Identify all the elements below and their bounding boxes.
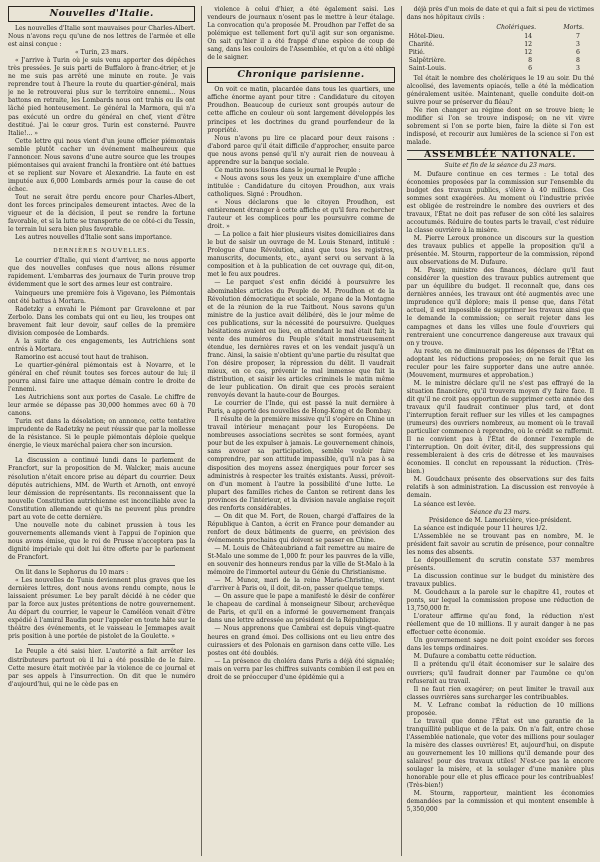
deaths-count: 3 bbox=[576, 65, 580, 73]
hospital-name: Charité. bbox=[408, 41, 435, 49]
paragraph: Le dépouillement du scrutin constate 537 membres présents. bbox=[406, 556, 594, 572]
hospital-name: Salpêtrière. bbox=[408, 57, 446, 65]
paragraph: Le courrier d'Italie, qui vient d'arriver, ne nous apporte que des nouvelles confuses que nous allons résumer rapidement. L'embarras des journaux de Turin prouve trop évidemment que le sort des armes leur est contraire. bbox=[8, 257, 196, 289]
paragraph: Il ne faut rien exagérer; on peut limiter le travail aux classes ouvrières sans surcharger les contribuables. bbox=[406, 685, 594, 701]
table-row bbox=[407, 57, 594, 65]
paragraph: Tout ne serait être perdu encore pour Charles-Albert, dont les forces principales demeurent intactes. Avec de la vigueur et de la décision, il peut se rendre la fortune favorable, et si la lutte se transporte de ce côté-ci du Tessin, le terrain lui sera bien plus favorable. bbox=[8, 193, 196, 234]
paragraph: — On assure que le pape a manifesté le désir de conférer le chapeau de cardinal à monseigneur Sibour, archevêque de Paris, et qu'il en a informé le gouvernement français dans une lettre adressée au président de la République. bbox=[207, 593, 395, 625]
cases-count: 14 bbox=[524, 33, 533, 41]
divider bbox=[28, 453, 175, 454]
paragraph: La séance est indiquée pour 11 heures 1/2. bbox=[413, 524, 548, 532]
paragraph: — La police a fait hier plusieurs visites domiciliaires dans le but de saisir un ouvrage de M. Louis Stenard, intitulé : Prologue d'une Révolution, ainsi que tous les registres, manuscrits, documents, etc., ayant servi ou servant à la composition et à la publication de cet ouvrage qui, dit-on, met le feu aux poudres. bbox=[207, 231, 395, 279]
hospital-name: Saint-Louis. bbox=[408, 65, 447, 73]
session-date: Séance du 23 mars. bbox=[469, 508, 531, 516]
paragraph: Il résulte de la première missive qu'il s'opère en Chine un travail intérieur menaçant pour les Européens. De nombreuses associations secrètes se sont formées, ayant pour but de les expulser à jamais. Le gouvernement chinois, sans avouer sa participation, semble vouloir faire comprendre, par son attitude impassible, qu'il n'a pas à sa disposition des moyens assez énergiques pour forcer ses administrés à respecter les traités existants. Aussi, prévoit-on d'un moment à l'autre la possibilité d'une lutte. Le plupart des familles riches de Canton se retirent dans les provinces de l'intérieur, et la division navale anglaise reçoit des renforts considérables. bbox=[207, 416, 395, 512]
paragraph: « Nous déclarons que le citoyen Proudhon, est entièrement étranger à cette affiche et qu'il fera rechercher l'auteur et les complices pour les poursuivre comme de droit. » bbox=[207, 198, 395, 231]
paragraph: Radetzky a envahi le Piémont par Gravelonne et par Zerbolo. Dans les combats qui ont eu lieu, les troupes ont bravement fait leur devoir, sauf celles de la première division composée de Lombards. bbox=[8, 305, 196, 337]
column-header: Morts. bbox=[563, 24, 584, 32]
table-row bbox=[407, 49, 594, 57]
hospital-name: Hôtel-Dieu. bbox=[408, 33, 445, 41]
table-header-row bbox=[407, 23, 594, 33]
paragraph: Vainqueurs une première fois à Vigevano, les Piémontais ont été battus à Mortara. bbox=[8, 289, 196, 305]
paragraph: Le Peuple a été saisi hier. L'autorité a fait arrêter les distributeurs partout où il lui a été possible de le faire. Cette mesure était motivée par la violence de ce journal et par ses appels à l'insurrection. On dit que le numéro d'aujourd'hui, qui ne le cède pas en bbox=[8, 648, 196, 688]
hospital-name: Pitié. bbox=[408, 49, 425, 57]
paragraph: Une nouvelle note du cabinet prussien à tous les gouvernements allemands vient à l'appui de l'opinion que nous avons émise, que le roi de Prusse n'acceptera pas la dignité impériale qui doit lui être offerte par le parlement de Francfort. bbox=[8, 521, 196, 561]
table-row bbox=[407, 33, 594, 41]
table-row bbox=[407, 41, 594, 49]
column-3 bbox=[401, 6, 594, 856]
subhead-latest-news: DERNIÈRES NOUVELLES. bbox=[53, 248, 151, 255]
divider bbox=[28, 565, 175, 566]
column-2 bbox=[201, 6, 394, 856]
paragraph: A la suite de ces engagements, les Autrichiens sont entrés à Mortara. bbox=[8, 337, 196, 353]
paragraph: M. V. Lefranc combat la réduction de 10 millions proposée. bbox=[406, 701, 594, 717]
deaths-count: 8 bbox=[576, 57, 580, 65]
paragraph: Le travail que donne l'État est une garantie de la tranquillité publique et de la paix. On n'a fait, entre chose l'Assemblée nationale, que voter des millions pour soulager la misère des classes ouvrières! Et, aujourd'hui, on dispute au gouvernement les 10 millions qu'il demande pour des salaires! pour des travaux utiles! N'est-ce pas la encore soulager la misère, et la soulager d'une manière plus honorable pour elle et plus efficace pour les contribuables! (Très-bien!) bbox=[406, 717, 594, 790]
dateline: « Turin, 23 mars. bbox=[74, 49, 129, 57]
cases-count: 8 bbox=[528, 57, 533, 65]
paragraph: Tel était le nombre des cholériques le 19 au soir. Du thé alcoolisé, des lavements opiacés, telle a été la médication généralement usitée. Maintenant, quelle conduite doit-on suivre pour se préserver du fléau? bbox=[406, 75, 594, 107]
paragraph: — M. Munoz, mari de la reine Marie-Christine, vient d'arriver à Paris où, il doit, dit-on, passer quelque temps. bbox=[207, 577, 395, 593]
paragraph: Ne rien changer au régime dont on se trouve bien; le modifier si l'on se trouve indisposé; on ne vit vivre sobrement si l'on se porte bien, faire la diète si l'on est indisposé, et recourir aux lumières de la science si l'on est malade. bbox=[406, 107, 594, 147]
column-header: Cholériques. bbox=[496, 24, 537, 32]
paragraph: « Les nouvelles de Tunis deviennent plus graves que les dernières lettres, dont nous avons rendu compte, nous le laissaient présumer. Le bey paraît décidé à ne céder que par la force aux justes prétentions de notre gouvernement. Au départ du courrier, le vapeur le Caméléon venait d'être expédié à l'amiral Baudin pour l'appeler en toute hâte sur le théâtre des événements, et le vaisseau le Jemmapes avait pris position à une portée de pistolet de la Goulette. » bbox=[8, 577, 196, 641]
paragraph: M. Dufaure continue en ces termes : Le total des économies proposées par la commission sur l'ensemble du budget des travaux publics, s'élève à 40 millions. Ces sommes sont exagérées. Au moment où l'industrie privée est obligée de restreindre le nombre des ouvriers et des travaux, l'État ne doit pas refuser de son côté les salaires accoutumés. Réduire de toutes parts le travail, c'est réduire la classe ouvrière à la misère. bbox=[406, 170, 594, 234]
paragraph: M. Dufaure a combattu cette réduction. bbox=[413, 653, 537, 661]
paragraph: Le courrier de l'Inde, qui est passé la nuit dernière à Paris, a apporté des nouvelles de Hong-Kong et de Bombay. bbox=[207, 400, 395, 416]
paragraph: Au reste, on ne diminuerait pas les dépenses de l'État en adoptant les réductions proposées; on ne ferait que les reculer pour les faire supporter dans une autre année. (Mouvement, murmures et approbation.) bbox=[406, 347, 594, 379]
paragraph: On lit dans le Sephorus du 10 mars : bbox=[15, 569, 129, 577]
deaths-count: 6 bbox=[576, 49, 580, 57]
paragraph: Cette lettre qui nous vient d'un jeune officier piémontais semble plutôt cacher un événement malheureux que l'annoncer. Nous savons d'une autre source que les troupes piémontaises qui avaient franchi la frontière ont été battues et se replient sur Novare et Alexandrie. La faute en est imputée aux 6,000 Lombards armés pour la cause de cet échec. bbox=[8, 137, 196, 193]
paragraph: — Le parquet s'est enfin décidé à poursuivre les abominables articles du Peuple de M. Proudhon et de la Révolution démocratique et sociale, organe de la Montagne et de la réunion de la rue Taitbout. Nous savons qu'un ministre de la justice avait délibéré, dès le jour même de ces publications, sur la nécessité de poursuivre. Quelques hésitations avaient eu lieu, en attendant le mal était fait; la vente des numéros du Peuple s'était monstrueusement étendue, les dernières raves et on les vendait jusqu'à un franc. Ainsi, la saisie n'obtient qu'une partie du résultat que l'on désire proposer, la répression du délit. Il vaudrait mieux, en ce cas, prévenir le mal immense que fait la distribution, et saisir les articles criminels le matin même de leur publication. On dirait que ces procès seraient renvoyés devant la haute-cour de Bourges. bbox=[207, 279, 395, 400]
paragraph: violence à celui d'hier, a été également saisi. Les vendeurs de journaux n'osent pas le mettre à leur étalage. La convocation qu'a proposée M. Proudhon par l'effet de sa polémique est tellement fort qu'il agit sur son organisme. On sait qu'hier il a été frappé d'une espèce de coup de sang, dans les couloirs de l'Assemblée, et qu'on a été obligé de le saigner. bbox=[207, 6, 395, 62]
section-title-chronicle: Chronique parisienne. bbox=[207, 67, 394, 83]
paragraph: M. le ministre déclare qu'il ne s'est pas effrayé de la situation financière, qu'il trouvera moyen d'y faire face. Il dit qu'il ne croit pas opportun de supprimer cette année des travaux qu'il faudrait continuer plus tard, et dont l'interruption ferait refluer sur les villes et les campagnes (rumeurs) des ouvriers nombreux, au moment où le travail particulier commence à reprendre, où le crédit se raffermit. Il ne convient pas à l'État de donner l'exemple de l'interruption. On doit éviter, dit-il, des suppressions qui ressembleraient à des cris de détresse et les mauvaises économies. Il conclut en repoussant la réduction. (Très-bien.) bbox=[406, 379, 594, 476]
paragraph: Un gouvernement sage ne doit point excéder ses forces dans les temps ordinaires. bbox=[406, 637, 594, 653]
paragraph: Ramorino est accusé tout haut de trahison. bbox=[15, 353, 149, 361]
paragraph: La discussion a continué lundi dans le parlement de Francfort, sur la proposition de M. Walcker, mais aucune résolution n'était encore prise au départ du courrier. Deux députés autrichiens, MM. de Wurth et Arnoth, ont envoyé leur démission de représentants. Ils reconnaissent que la nouvelle Constitution autrichienne est inconciliable avec la Constitution allemande et qu'ils ne peuvent plus prendre part au vote de cette dernière. bbox=[8, 457, 196, 521]
cases-count: 6 bbox=[528, 65, 533, 73]
cases-count: 12 bbox=[524, 49, 533, 57]
cases-count: 12 bbox=[524, 41, 533, 49]
section-title-assembly: ASSEMBLÉE NATIONALE. bbox=[407, 150, 594, 160]
paragraph: — La présence du choléra dans Paris a déjà été signalée; mais on verra par les chiffres suivants combien il est peu en droit de se préoccuper d'une épidémie qui a bbox=[207, 657, 395, 681]
paragraph: Ce matin nous lisons dans le journal le Peuple : bbox=[214, 166, 361, 174]
section-title-italy: Nouvelles d'Italie. bbox=[8, 6, 195, 22]
subhead-session: Suite et fin de la séance du 23 mars. bbox=[444, 161, 556, 169]
paragraph: — On dit que M. Fort, de Rouen, chargé d'affaires de la République à Canton, a écrit en France pour demander au renfort de deux bâtiments de guerre, en prévision des événements prochains qui doivent se passer en Chine. bbox=[207, 512, 395, 544]
divider bbox=[28, 644, 175, 645]
paragraph: déjà près d'un mois de date et qui a fait si peu de victimes dans nos hôpitaux civils : bbox=[406, 6, 594, 22]
paragraph: L'Assemblée ne se trouvant pas en nombre, M. le président fait savoir au scrutin de présence, pour connaître les noms des absents. bbox=[406, 532, 594, 556]
paragraph: Les autres nouvelles d'Italie sont sans importance. bbox=[15, 234, 172, 242]
paragraph: L'orateur affirme qu'au fond, la réduction n'est réellement que de 10 millions. Il y aurait danger à ne pas effectuer cette économie. bbox=[406, 613, 594, 637]
table-row bbox=[407, 65, 594, 73]
paragraph: M. Pierre Leroux prononce un discours sur la question des travaux publics et appelle la proposition qu'il a présentée. M. Stourm, rapporteur de la commission, répond aux observations de M. Dufaure. bbox=[406, 234, 594, 267]
session-president: Présidence de M. Lamoricière, vice-président. bbox=[428, 516, 572, 524]
paragraph: « J'arrive à Turin où je suis venu apporter des dépêches très pressées. Je suis parti de Buffaloro à franc-étrier, et je ne me suis pas arrêté une minute en route. Je vais reprendre tout à l'heure la route du quartier-général, mais je ne le retrouverai plus sur le territoire ennemi... Nous battons en retraite, les Lombards nous ont trahis ou ils ont lâché pied honteusement. Le général la Marmora, qui n'a pas exécuté un ordre du général en chef, vient d'être destitué. J'ai le cœur gros. Turin est consterné. Pauvre Italie!... » bbox=[8, 57, 196, 137]
paragraph: Les Autrichiens sont aux portes de Casale. Le chiffre de leur armée se dépasse pas 30,000 hommes avec 60 à 70 canons. bbox=[8, 394, 196, 418]
paragraph: M. Goudchaux a la parole sur le chapitre 41, routes et ponts, sur lequel la commission propose une réduction de 13,750,000 fr. bbox=[406, 589, 594, 613]
paragraph: On voit ce matin, placardée dans tous les quartiers, une affiche énorme ayant pour titre : Candidature du citoyen Proudhon. Beaucoup de curieux sont groupés autour de cette affiche en couleur où sont largement développés les principes et les doctrines du grand pourfendeur de la propriété. bbox=[207, 86, 395, 134]
deaths-count: 3 bbox=[576, 41, 580, 49]
paragraph: — M. Louis de Châteaubriand a fait remettre au maire de St-Malo une somme de 1,000 fr. pour les pauvres de la ville, en souvenir des honneurs rendus par la ville de St-Malo à la mémoire de l'immortel auteur du Génie du Christianisme. bbox=[207, 545, 395, 577]
paragraph: Les nouvelles d'Italie sont mauvaises pour Charles-Albert. Nous n'avons reçu qu'une de nos lettres de l'armée et elle est ainsi conçue : bbox=[8, 25, 196, 49]
cholera-stats-table bbox=[407, 23, 594, 73]
paragraph: Le quartier-général piémontais est à Novarre, et le général en chef réunit toutes ses forces autour de lui; il pourra ainsi faire une attaque démain contre le droite de l'ennemi. bbox=[8, 361, 196, 394]
column-1 bbox=[8, 6, 195, 856]
paragraph: Nous n'avons pu lire ce placard pour deux raisons : d'abord parce qu'il était difficile d'approcher, ensuite parce que nous avons pensé qu'il n'y aurait rien de nouveau à apprendre sur la banque sociale. bbox=[207, 134, 395, 166]
paragraph: La discussion continue sur le budget du ministère des travaux publics. bbox=[406, 572, 594, 588]
paragraph: La séance est levée. bbox=[413, 500, 476, 508]
paragraph: — Nous apprenons que Cambrai est depuis vingt-quatre heures en grand émoi. Des collisions ont eu lieu entre des cuirassiers et des Polonais en garnison dans cette ville. Les postes ont été doublés. bbox=[207, 625, 395, 657]
paragraph: M. Passy, ministre des finances, déclare qu'il faut considérer la question des travaux publics autrement que par un équilibre du budget. Il reconnaît que, dans ces dernières années, les travaux ont été augmentés avec une imprudence qu'il déplore; mais il pense que, dans l'état actuel, il est impossible de supprimer les travaux ainsi que le demande la commission; ce serait rejeter dans les campagnes et dans les villes une foule d'ouvriers qui rentreraient une concurrence dangereuse aux travaux qui on y trouve. bbox=[406, 267, 594, 347]
paragraph: « Nous avons sous les yeux un exemplaire d'une affiche intitulée : Candidature du citoyen Proudhon, aux vrais catholiques. Signé : Proudhon. bbox=[207, 174, 395, 198]
paragraph: M. Stourm, rapporteur, maintient les économies demandées par la commission et qui montent ensemble à 5,350,000 bbox=[406, 790, 594, 814]
deaths-count: 7 bbox=[576, 33, 580, 41]
paragraph: M. Goudchaux présente des observations sur des faits relatifs à son administration. La discussion est renvoyée à demain. bbox=[406, 476, 594, 500]
paragraph: Il a prétendu qu'il était économiser sur le salaire des ouvriers; qu'il faudrait donner par l'aumône ce qu'on refuserait au travail. bbox=[406, 661, 594, 685]
paragraph: Turin est dans la désolation; on annonce, cette tentative imprudente de Radetzky ne peut réussir que par la mollesse de la résistance. Si le peuple piémontais déploie quelque énergie, le vieux maréchal paiera cher son incursion. bbox=[8, 418, 196, 450]
